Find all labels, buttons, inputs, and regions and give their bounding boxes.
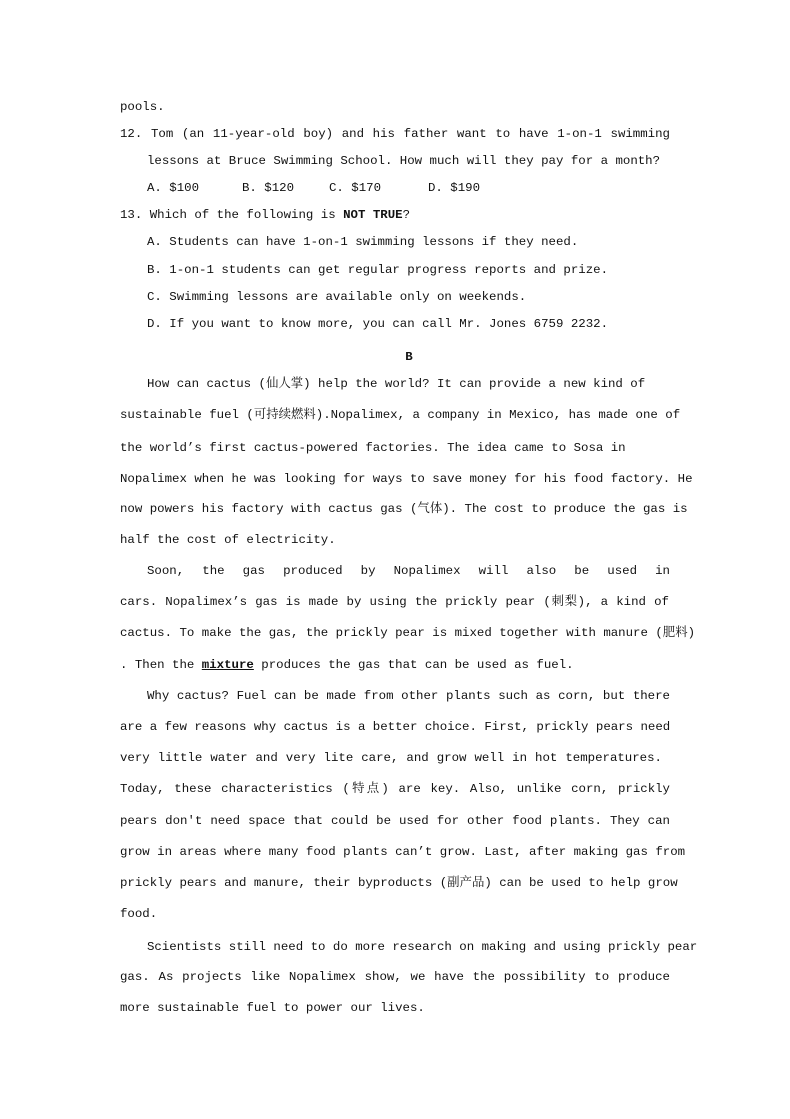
question-12-option-d: D. $190 bbox=[428, 181, 481, 195]
question-13-stem bbox=[120, 207, 410, 223]
passage-line: gas. As projects like Nopalimex show, we have the possibility to produce bbox=[120, 970, 670, 984]
passage-line: are a few reasons why cactus is a better choice. First, prickly pears need bbox=[120, 720, 671, 734]
passage-line: Nopalimex when he was looking for ways to save money for his food factory. He bbox=[120, 472, 693, 486]
question-13-stem-end: ? bbox=[402, 208, 411, 222]
question-13-option-a: A. Students can have 1-on-1 swimming lessons if they need. bbox=[147, 235, 579, 249]
passage-line: Soon, the gas produced by Nopalimex will also be used in bbox=[147, 564, 670, 578]
question-12-option-a: A. $100 bbox=[147, 181, 200, 195]
passage-line: pears don't need space that could be used for other food plants. They can bbox=[120, 814, 670, 828]
question-13-option-b: B. 1-on-1 students can get regular progress reports and prize. bbox=[147, 263, 609, 277]
passage-line-mixture bbox=[120, 657, 574, 673]
passage-line: How can cactus (仙人掌) help the world? It can provide a new kind of bbox=[147, 377, 646, 391]
passage-text: . Then the bbox=[120, 658, 202, 672]
question-13-option-d: D. If you want to know more, you can call Mr. Jones 6759 2232. bbox=[147, 317, 609, 331]
passage-line: cars. Nopalimex’s gas is made by using the prickly pear (刺梨), a kind of bbox=[120, 595, 669, 609]
passage-line: sustainable fuel (可持续燃料).Nopalimex, a company in Mexico, has made one of bbox=[120, 408, 681, 422]
passage-line: more sustainable fuel to power our lives. bbox=[120, 1001, 425, 1015]
passage-line: cactus. To make the gas, the prickly pear is mixed together with manure (肥料) bbox=[120, 626, 696, 640]
underlined-word-mixture: mixture bbox=[201, 658, 254, 672]
passage-line: grow in areas where many food plants can’t grow. Last, after making gas from bbox=[120, 845, 686, 859]
passage-line: food. bbox=[120, 907, 158, 921]
passage-line: Today, these characteristics (特点) are key. Also, unlike corn, prickly bbox=[120, 782, 670, 796]
question-13-stem-emphasis: NOT TRUE bbox=[343, 208, 403, 222]
question-13-option-c: C. Swimming lessons are available only on weekends. bbox=[147, 290, 527, 304]
question-12-line-2: lessons at Bruce Swimming School. How much will they pay for a month? bbox=[147, 154, 661, 168]
question-12-option-b: B. $120 bbox=[242, 181, 295, 195]
passage-line: Scientists still need to do more research on making and using prickly pear bbox=[147, 940, 698, 954]
continuation-text: pools. bbox=[120, 100, 165, 114]
question-12-option-c: C. $170 bbox=[329, 181, 382, 195]
passage-line: the world’s first cactus-powered factories. The idea came to Sosa in bbox=[120, 441, 626, 455]
passage-line: now powers his factory with cactus gas (气体). The cost to produce the gas is bbox=[120, 502, 688, 516]
question-13-stem-text: 13. Which of the following is bbox=[120, 208, 344, 222]
passage-line: prickly pears and manure, their byproducts (副产品) can be used to help grow bbox=[120, 876, 678, 890]
passage-line: Why cactus? Fuel can be made from other plants such as corn, but there bbox=[147, 689, 670, 703]
passage-line: very little water and very lite care, and grow well in hot temperatures. bbox=[120, 751, 662, 765]
passage-line: half the cost of electricity. bbox=[120, 533, 336, 547]
question-12-line-1: 12. Tom (an 11-year-old boy) and his father want to have 1-on-1 swimming bbox=[120, 127, 670, 141]
passage-text: produces the gas that can be used as fuel. bbox=[253, 658, 574, 672]
section-heading: B bbox=[405, 350, 413, 364]
